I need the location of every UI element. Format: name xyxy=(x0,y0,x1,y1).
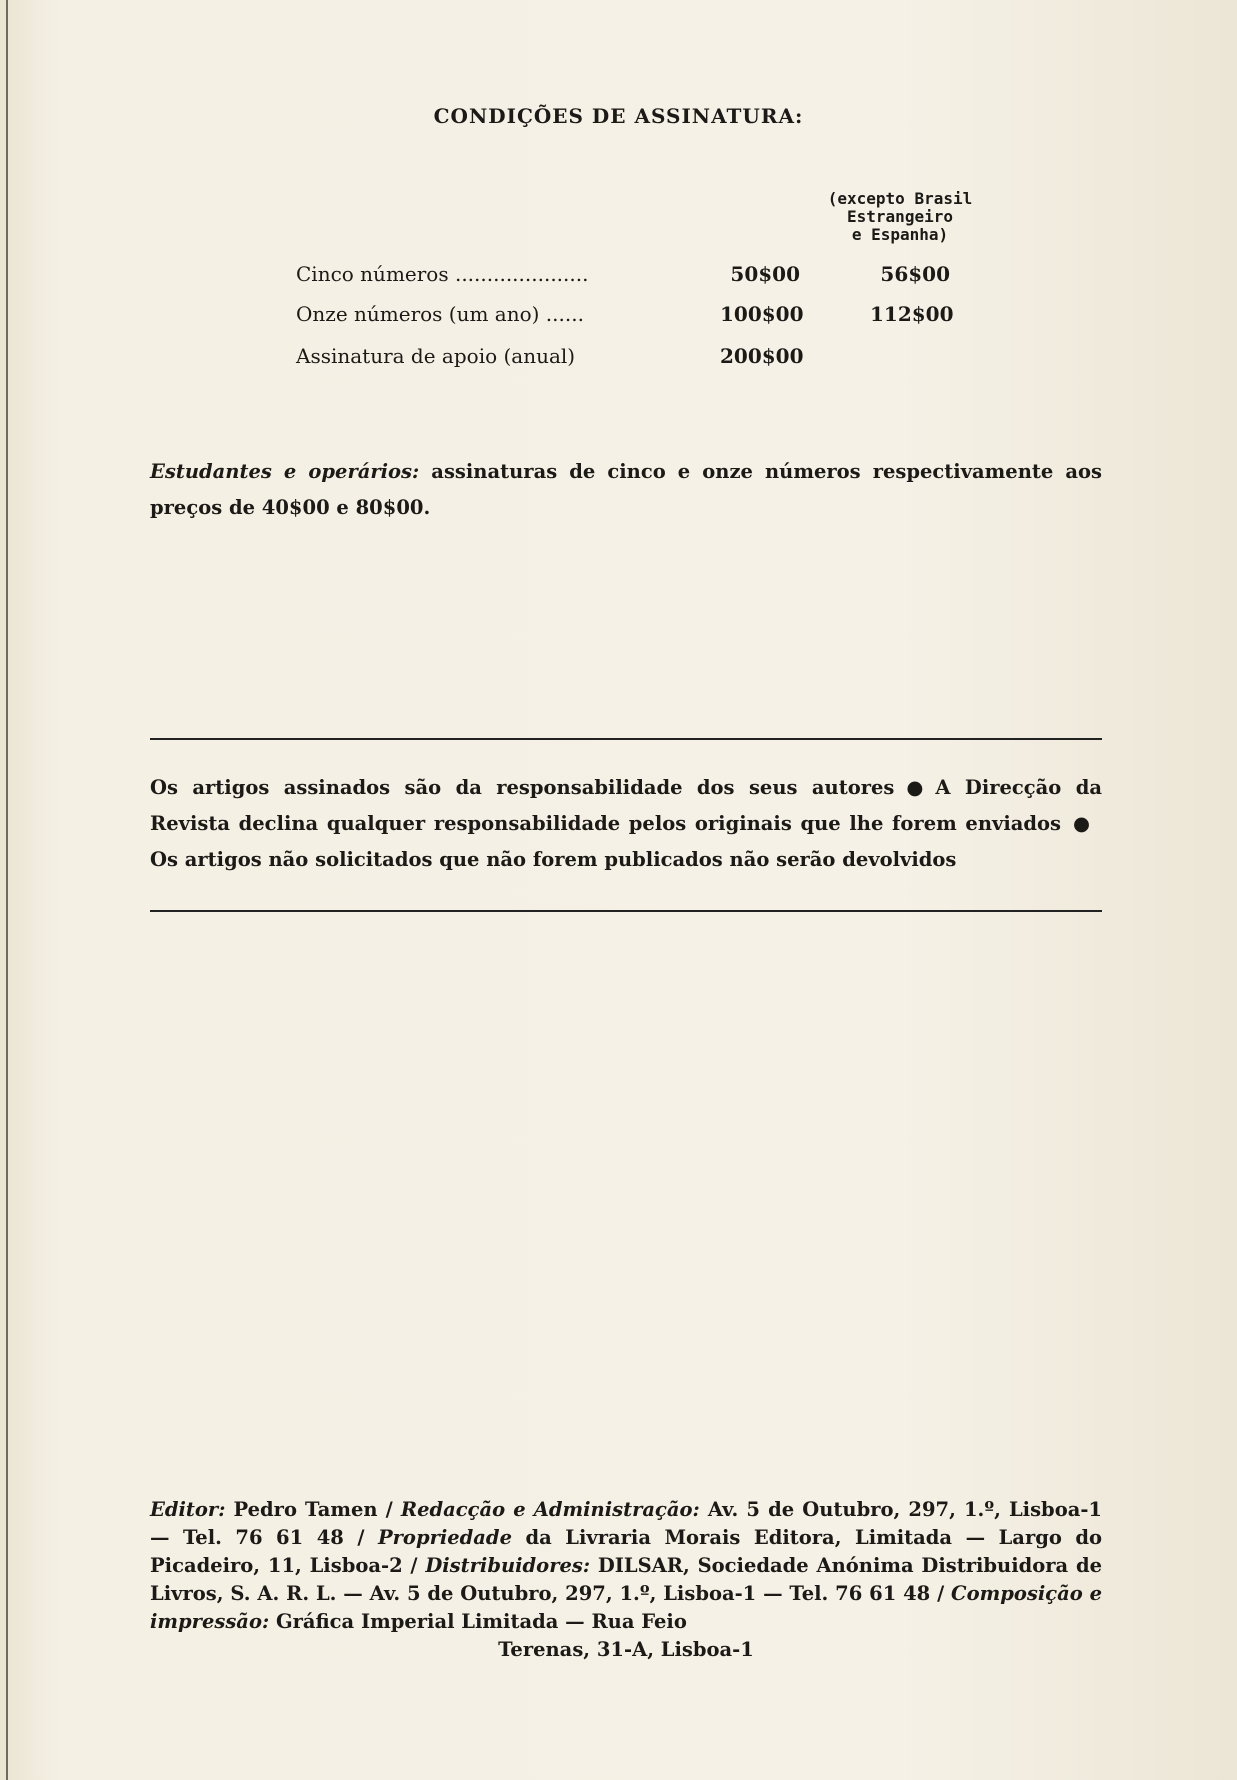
students-note-text: assinaturas de cinco e onze números respectivamente aos preços de 40$00 e 80$00. xyxy=(150,460,1102,519)
domestic-price: 50$00 xyxy=(730,262,800,286)
imprint-distribuidores: DILSAR, Sociedade Anónima Distribuidora de Livros, S. A. R. L. — Av. 5 de Outubro, 297, 1.º, Lisboa-1 — Tel. 76 61 48 / xyxy=(150,1554,1102,1605)
domestic-price: 100$00 xyxy=(720,302,804,326)
section-title: CONDIÇÕES DE ASSINATURA: xyxy=(433,104,804,128)
divider-top xyxy=(150,738,1102,740)
imprint-propriedade-label: Propriedade xyxy=(378,1526,512,1549)
imprint-editor-label: Editor: xyxy=(150,1498,226,1521)
students-note-lead: Estudantes e operários: xyxy=(150,460,420,483)
price-row xyxy=(0,344,1237,374)
price-row-label: Cinco números ..................... xyxy=(296,262,589,286)
price-row-label: Onze números (um ano) ...... xyxy=(296,302,584,326)
disclaimer xyxy=(150,770,1102,878)
bullet-icon: ● xyxy=(1072,812,1090,835)
foreign-price: 112$00 xyxy=(870,302,954,326)
imprint-redaccao-label: Redacção e Administração: xyxy=(400,1498,700,1521)
price-row xyxy=(0,302,1237,332)
imprint xyxy=(150,1496,1102,1664)
imprint-distribuidores-label: Distribuidores: xyxy=(425,1554,591,1577)
disclaimer-part: Os artigos assinados são da responsabilidade dos seus autores xyxy=(150,776,895,799)
imprint-composicao-label: Composição e impressão: xyxy=(150,1582,1102,1633)
divider-bottom xyxy=(150,910,1102,912)
price-row xyxy=(0,262,1237,292)
disclaimer-part: A Direcção da Revista declina qualquer responsabilidade pelos originais que lhe forem enviados xyxy=(150,776,1102,835)
imprint-last-line: Terenas, 31-A, Lisboa-1 xyxy=(498,1638,754,1661)
bullet-icon: ● xyxy=(906,776,924,799)
students-note xyxy=(150,454,1102,526)
imprint-redaccao: Av. 5 de Outubro, 297, 1.º, Lisboa-1 — Tel. 76 61 48 / xyxy=(150,1498,1102,1549)
domestic-price: 200$00 xyxy=(720,344,804,368)
imprint-composicao: Gráfica Imperial Limitada — Rua Feio xyxy=(269,1610,687,1633)
foreign-header-line: Estrangeiro xyxy=(847,207,953,226)
disclaimer-part: Os artigos não solicitados que não forem publicados não serão devolvidos xyxy=(150,848,957,871)
foreign-price: 56$00 xyxy=(880,262,950,286)
foreign-price-header xyxy=(800,190,1000,244)
imprint-editor: Pedro Tamen / xyxy=(225,1498,401,1521)
foreign-header-line: (excepto Brasil xyxy=(827,189,973,208)
imprint-propriedade: da Livraria Morais Editora, Limitada — Largo do Picadeiro, 11, Lisboa-2 / xyxy=(150,1526,1103,1577)
foreign-header-line: e Espanha) xyxy=(851,225,949,244)
price-row-label: Assinatura de apoio (anual) xyxy=(296,344,576,368)
